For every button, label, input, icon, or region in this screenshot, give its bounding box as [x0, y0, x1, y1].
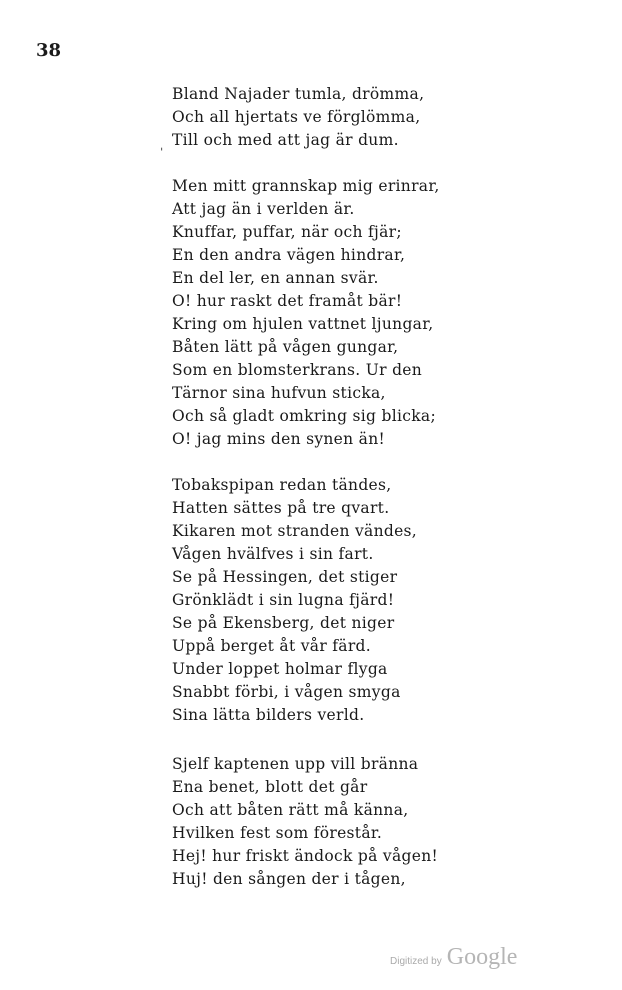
verse-line: Sina lätta bilders verld. — [172, 706, 365, 724]
verse-line: Hvilken fest som förestår. — [172, 824, 383, 842]
verse-line: Huj! den sången der i tågen, — [172, 870, 406, 888]
verse-line: Se på Hessingen, det stiger — [172, 568, 398, 586]
verse-line: Uppå berget åt vår färd. — [172, 637, 371, 655]
verse-line: Se på Ekensberg, det niger — [172, 614, 395, 632]
verse-line: Att jag än i verlden är. — [172, 200, 355, 218]
verse-line: Hatten sättes på tre qvart. — [172, 499, 390, 517]
verse-line: Till och med att jag är dum. — [172, 131, 399, 149]
verse-line: Snabbt förbi, i vågen smyga — [172, 683, 401, 701]
verse-line: Men mitt grannskap mig erinrar, — [172, 177, 440, 195]
verse-line: O! hur raskt det framåt bär! — [172, 292, 403, 310]
verse-line: Tärnor sina hufvun sticka, — [172, 384, 386, 402]
verse-line: Sjelf kaptenen upp vill bränna — [172, 755, 419, 773]
verse-line: Knuffar, puffar, när och fjär; — [172, 223, 402, 241]
verse-line: Och all hjertats ve förglömma, — [172, 108, 421, 126]
verse-line: Tobakspipan redan tändes, — [172, 476, 392, 494]
digitized-by-google-watermark — [390, 944, 517, 971]
verse-line: Ena benet, blott det går — [172, 778, 368, 796]
stanza-2 — [172, 175, 440, 451]
stanza-3 — [172, 474, 417, 727]
verse-line: Kikaren mot stranden vändes, — [172, 522, 418, 540]
digitized-by-text: Digitized by — [390, 956, 442, 967]
google-logo: Google — [446, 944, 518, 970]
verse-line: Vågen hvälfves i sin fart. — [172, 545, 374, 563]
verse-line: Kring om hjulen vattnet ljungar, — [172, 315, 434, 333]
verse-line: Hej! hur friskt ändock på vågen! — [172, 847, 439, 865]
verse-line: Båten lätt på vågen gungar, — [172, 338, 399, 356]
stanza-4 — [172, 753, 438, 891]
verse-line: En del ler, en annan svär. — [172, 269, 379, 287]
verse-line: Som en blomsterkrans. Ur den — [172, 361, 423, 379]
verse-line: Under loppet holmar flyga — [172, 660, 388, 678]
verse-line: O! jag mins den synen än! — [172, 430, 386, 448]
verse-line: Och så gladt omkring sig blicka; — [172, 407, 436, 425]
page-number: 38 — [36, 40, 62, 61]
verse-line: Och att båten rätt må känna, — [172, 801, 409, 819]
verse-line: Bland Najader tumla, drömma, — [172, 85, 425, 103]
verse-line: Grönklädt i sin lugna fjärd! — [172, 591, 395, 609]
stanza-1 — [172, 83, 424, 152]
verse-line: En den andra vägen hindrar, — [172, 246, 406, 264]
stray-mark: ˌ — [160, 138, 164, 152]
